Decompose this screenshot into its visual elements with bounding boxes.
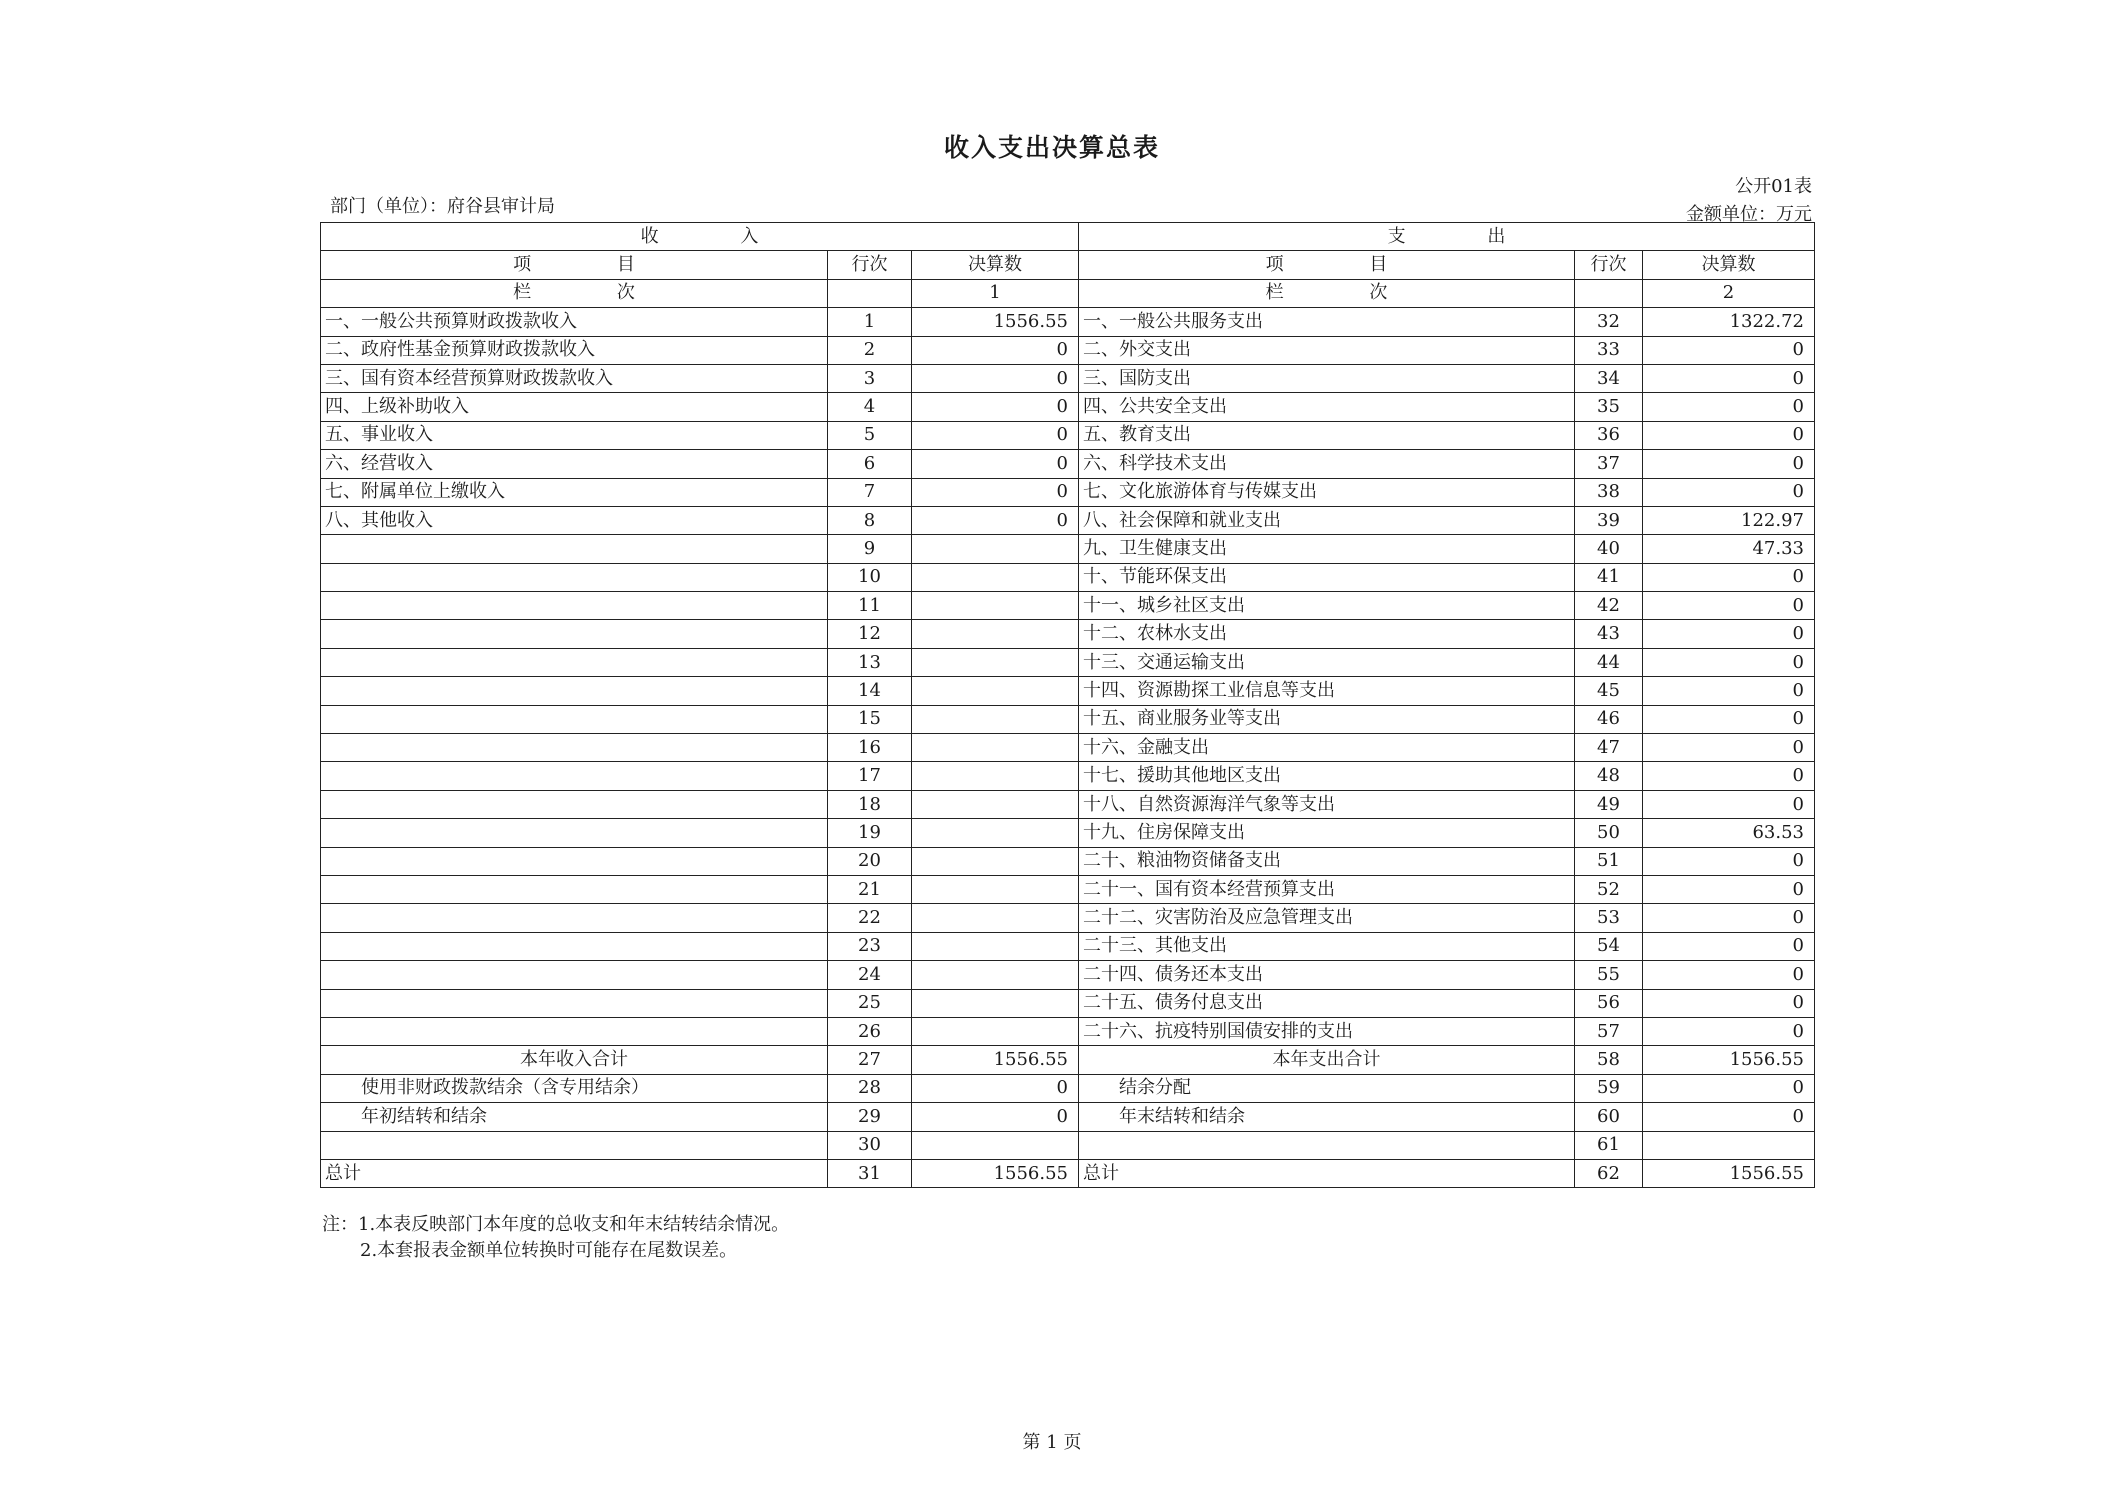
income-amount — [912, 620, 1079, 648]
expense-total-amount: 0 — [1643, 1103, 1815, 1131]
expense-total-amount: 1556.55 — [1643, 1159, 1815, 1187]
expense-amount: 0 — [1643, 563, 1815, 591]
income-row-no: 1 — [828, 308, 912, 336]
total-row — [321, 1103, 1815, 1131]
income-amount — [912, 790, 1079, 818]
income-row-no: 6 — [828, 450, 912, 478]
amount-unit-label: 金额单位：万元 — [1686, 204, 1812, 225]
income-amount: 0 — [912, 336, 1079, 364]
income-row-no: 30 — [828, 1131, 912, 1159]
income-item-name — [321, 648, 828, 676]
income-row-no: 31 — [828, 1159, 912, 1187]
table-row — [321, 677, 1815, 705]
total-row — [321, 1046, 1815, 1074]
total-row — [321, 1159, 1815, 1187]
expense-row-no: 32 — [1575, 308, 1643, 336]
income-item-name: 六、经营收入 — [321, 450, 828, 478]
expense-amount: 0 — [1643, 847, 1815, 875]
expense-amount: 0 — [1643, 393, 1815, 421]
income-amount: 1556.55 — [912, 308, 1079, 336]
income-row-no: 2 — [828, 336, 912, 364]
table-row — [321, 705, 1815, 733]
income-row-no: 20 — [828, 847, 912, 875]
note-line: 2.本套报表金额单位转换时可能存在尾数误差。 — [360, 1240, 738, 1261]
expense-amount: 0 — [1643, 336, 1815, 364]
expense-item-name: 十一、城乡社区支出 — [1079, 592, 1575, 620]
expense-row-no: 53 — [1575, 904, 1643, 932]
income-amount: 0 — [912, 393, 1079, 421]
expense-item-name: 二十、粮油物资储备支出 — [1079, 847, 1575, 875]
expense-amount: 0 — [1643, 790, 1815, 818]
income-row-no: 10 — [828, 563, 912, 591]
expense-row-no: 60 — [1575, 1103, 1643, 1131]
income-item-name — [321, 875, 828, 903]
table-row — [321, 989, 1815, 1017]
expense-row-no-header: 行次 — [1575, 251, 1643, 279]
table-row — [321, 620, 1815, 648]
income-row-no: 23 — [828, 932, 912, 960]
income-row-no: 3 — [828, 364, 912, 392]
expense-row-no: 46 — [1575, 705, 1643, 733]
income-item-name — [321, 677, 828, 705]
expense-amount: 0 — [1643, 620, 1815, 648]
expense-row-no: 39 — [1575, 506, 1643, 534]
income-row-no: 8 — [828, 506, 912, 534]
income-amount — [912, 847, 1079, 875]
income-item-name: 五、事业收入 — [321, 421, 828, 449]
expense-amount: 0 — [1643, 592, 1815, 620]
expense-row-no: 59 — [1575, 1074, 1643, 1102]
income-amount — [912, 677, 1079, 705]
income-item-name — [321, 620, 828, 648]
income-row-no: 17 — [828, 762, 912, 790]
total-row — [321, 1074, 1815, 1102]
column-index-row — [321, 279, 1815, 307]
expense-item-name: 十、节能环保支出 — [1079, 563, 1575, 591]
expense-amount: 0 — [1643, 989, 1815, 1017]
expense-item-name: 三、国防支出 — [1079, 364, 1575, 392]
expense-row-no: 58 — [1575, 1046, 1643, 1074]
income-amount: 0 — [912, 364, 1079, 392]
income-amount — [912, 762, 1079, 790]
expense-row-no: 57 — [1575, 1017, 1643, 1045]
expense-row-no: 41 — [1575, 563, 1643, 591]
expense-item-name: 二十一、国有资本经营预算支出 — [1079, 875, 1575, 903]
expense-column-index: 2 — [1643, 279, 1815, 307]
expense-row-no: 33 — [1575, 336, 1643, 364]
expense-total-name: 年末结转和结余 — [1079, 1103, 1575, 1131]
income-amount — [912, 535, 1079, 563]
expense-row-no: 38 — [1575, 478, 1643, 506]
expense-amount-header: 决算数 — [1643, 251, 1815, 279]
expense-row-no: 54 — [1575, 932, 1643, 960]
income-item-name — [321, 734, 828, 762]
income-amount: 0 — [912, 506, 1079, 534]
table-row — [321, 506, 1815, 534]
income-total-name: 总计 — [321, 1159, 828, 1187]
expense-column-blank — [1575, 279, 1643, 307]
expense-item-name: 十七、援助其他地区支出 — [1079, 762, 1575, 790]
table-row — [321, 535, 1815, 563]
income-row-no: 28 — [828, 1074, 912, 1102]
expense-row-no: 51 — [1575, 847, 1643, 875]
expense-amount: 0 — [1643, 677, 1815, 705]
income-item-name: 七、附属单位上缴收入 — [321, 478, 828, 506]
income-row-no: 5 — [828, 421, 912, 449]
income-amount — [912, 819, 1079, 847]
expense-amount: 0 — [1643, 1017, 1815, 1045]
expense-total-amount: 1556.55 — [1643, 1046, 1815, 1074]
expense-amount: 63.53 — [1643, 819, 1815, 847]
income-total-amount: 0 — [912, 1074, 1079, 1102]
expense-total-name: 结余分配 — [1079, 1074, 1575, 1102]
expense-column-label: 栏 次 — [1079, 279, 1575, 307]
table-row — [321, 875, 1815, 903]
income-amount — [912, 648, 1079, 676]
expense-amount: 0 — [1643, 932, 1815, 960]
expense-total-name — [1079, 1131, 1575, 1159]
expense-item-name: 六、科学技术支出 — [1079, 450, 1575, 478]
income-row-no: 15 — [828, 705, 912, 733]
expense-item-name: 二十六、抗疫特别国债安排的支出 — [1079, 1017, 1575, 1045]
income-item-name: 八、其他收入 — [321, 506, 828, 534]
expense-item-name: 八、社会保障和就业支出 — [1079, 506, 1575, 534]
income-amount: 0 — [912, 450, 1079, 478]
expense-row-no: 36 — [1575, 421, 1643, 449]
income-item-name — [321, 790, 828, 818]
expense-row-no: 49 — [1575, 790, 1643, 818]
income-amount — [912, 932, 1079, 960]
notes — [322, 1212, 789, 1264]
table-row — [321, 592, 1815, 620]
expense-item-name: 四、公共安全支出 — [1079, 393, 1575, 421]
income-amount — [912, 1017, 1079, 1045]
expense-row-no: 42 — [1575, 592, 1643, 620]
income-item-name: 三、国有资本经营预算财政拨款收入 — [321, 364, 828, 392]
expense-amount: 0 — [1643, 762, 1815, 790]
income-item-name — [321, 563, 828, 591]
income-total-amount — [912, 1131, 1079, 1159]
income-item-name — [321, 705, 828, 733]
income-item-name — [321, 819, 828, 847]
expense-item-name: 二十四、债务还本支出 — [1079, 961, 1575, 989]
table-row — [321, 932, 1815, 960]
expense-row-no: 50 — [1575, 819, 1643, 847]
income-row-no: 9 — [828, 535, 912, 563]
income-total-name: 本年收入合计 — [321, 1046, 828, 1074]
expense-section-header: 支 出 — [1079, 223, 1815, 251]
income-row-no: 12 — [828, 620, 912, 648]
table-row — [321, 790, 1815, 818]
expense-item-name: 二十二、灾害防治及应急管理支出 — [1079, 904, 1575, 932]
income-total-name: 年初结转和结余 — [321, 1103, 828, 1131]
table-row — [321, 734, 1815, 762]
expense-row-no: 44 — [1575, 648, 1643, 676]
income-item-name — [321, 961, 828, 989]
income-amount: 0 — [912, 478, 1079, 506]
income-total-amount: 1556.55 — [912, 1159, 1079, 1187]
income-row-no: 26 — [828, 1017, 912, 1045]
income-total-name: 使用非财政拨款结余（含专用结余） — [321, 1074, 828, 1102]
department-label: 部门（单位）：府谷县审计局 — [330, 196, 555, 217]
income-item-name: 一、一般公共预算财政拨款收入 — [321, 308, 828, 336]
income-column-index: 1 — [912, 279, 1079, 307]
table-row — [321, 904, 1815, 932]
expense-amount: 122.97 — [1643, 506, 1815, 534]
expense-item-name: 十四、资源勘探工业信息等支出 — [1079, 677, 1575, 705]
expense-amount: 0 — [1643, 478, 1815, 506]
expense-total-amount — [1643, 1131, 1815, 1159]
income-row-no: 13 — [828, 648, 912, 676]
income-amount — [912, 875, 1079, 903]
expense-row-no: 56 — [1575, 989, 1643, 1017]
expense-item-name: 十二、农林水支出 — [1079, 620, 1575, 648]
income-row-no: 7 — [828, 478, 912, 506]
expense-item-name: 十六、金融支出 — [1079, 734, 1575, 762]
income-row-no: 25 — [828, 989, 912, 1017]
income-amount — [912, 592, 1079, 620]
income-item-name — [321, 535, 828, 563]
expense-amount: 1322.72 — [1643, 308, 1815, 336]
table-row — [321, 648, 1815, 676]
expense-row-no: 34 — [1575, 364, 1643, 392]
income-item-name — [321, 932, 828, 960]
expense-amount: 0 — [1643, 450, 1815, 478]
expense-row-no: 40 — [1575, 535, 1643, 563]
expense-amount: 0 — [1643, 705, 1815, 733]
expense-amount: 47.33 — [1643, 535, 1815, 563]
section-header-row — [321, 223, 1815, 251]
income-amount — [912, 563, 1079, 591]
expense-amount: 0 — [1643, 364, 1815, 392]
income-amount — [912, 989, 1079, 1017]
income-item-header: 项 目 — [321, 251, 828, 279]
expense-row-no: 47 — [1575, 734, 1643, 762]
income-row-no: 27 — [828, 1046, 912, 1074]
income-amount — [912, 734, 1079, 762]
expense-item-name: 十九、住房保障支出 — [1079, 819, 1575, 847]
expense-row-no: 37 — [1575, 450, 1643, 478]
income-total-amount: 0 — [912, 1103, 1079, 1131]
table-row — [321, 336, 1815, 364]
table-row — [321, 847, 1815, 875]
table-row — [321, 961, 1815, 989]
expense-item-header: 项 目 — [1079, 251, 1575, 279]
income-row-no: 16 — [828, 734, 912, 762]
table-row — [321, 478, 1815, 506]
expense-row-no: 43 — [1575, 620, 1643, 648]
expense-amount: 0 — [1643, 421, 1815, 449]
table-row — [321, 1017, 1815, 1045]
income-row-no: 18 — [828, 790, 912, 818]
expense-row-no: 61 — [1575, 1131, 1643, 1159]
table-row — [321, 308, 1815, 336]
form-number: 公开01表 — [1735, 176, 1812, 197]
income-item-name — [321, 762, 828, 790]
income-item-name — [321, 1017, 828, 1045]
income-row-no: 24 — [828, 961, 912, 989]
expense-item-name: 五、教育支出 — [1079, 421, 1575, 449]
income-row-no: 29 — [828, 1103, 912, 1131]
income-row-no-header: 行次 — [828, 251, 912, 279]
table-row — [321, 421, 1815, 449]
expense-row-no: 62 — [1575, 1159, 1643, 1187]
income-item-name — [321, 989, 828, 1017]
expense-total-name: 本年支出合计 — [1079, 1046, 1575, 1074]
income-row-no: 14 — [828, 677, 912, 705]
expense-amount: 0 — [1643, 961, 1815, 989]
expense-amount: 0 — [1643, 875, 1815, 903]
expense-amount: 0 — [1643, 904, 1815, 932]
expense-row-no: 55 — [1575, 961, 1643, 989]
expense-item-name: 十五、商业服务业等支出 — [1079, 705, 1575, 733]
income-section-header: 收 入 — [321, 223, 1079, 251]
report-title: 收入支出决算总表 — [943, 133, 1160, 162]
income-amount — [912, 961, 1079, 989]
income-item-name — [321, 592, 828, 620]
expense-item-name: 一、一般公共服务支出 — [1079, 308, 1575, 336]
page-number: 第 1 页 — [1022, 1432, 1082, 1453]
income-item-name — [321, 847, 828, 875]
income-item-name — [321, 904, 828, 932]
expense-total-amount: 0 — [1643, 1074, 1815, 1102]
income-item-name: 四、上级补助收入 — [321, 393, 828, 421]
income-total-name — [321, 1131, 828, 1159]
income-amount — [912, 904, 1079, 932]
expense-row-no: 45 — [1575, 677, 1643, 705]
income-row-no: 11 — [828, 592, 912, 620]
expense-row-no: 48 — [1575, 762, 1643, 790]
table-row — [321, 393, 1815, 421]
expense-item-name: 十三、交通运输支出 — [1079, 648, 1575, 676]
table-row — [321, 819, 1815, 847]
income-expense-table — [320, 222, 1815, 1188]
total-row — [321, 1131, 1815, 1159]
expense-amount: 0 — [1643, 648, 1815, 676]
table-row — [321, 563, 1815, 591]
table-row — [321, 762, 1815, 790]
income-column-blank — [828, 279, 912, 307]
expense-row-no: 52 — [1575, 875, 1643, 903]
income-amount: 0 — [912, 421, 1079, 449]
note-line: 注：1.本表反映部门本年度的总收支和年末结转结余情况。 — [322, 1214, 790, 1235]
expense-item-name: 二、外交支出 — [1079, 336, 1575, 364]
income-amount-header: 决算数 — [912, 251, 1079, 279]
expense-amount: 0 — [1643, 734, 1815, 762]
expense-item-name: 十八、自然资源海洋气象等支出 — [1079, 790, 1575, 818]
income-row-no: 4 — [828, 393, 912, 421]
table-row — [321, 450, 1815, 478]
income-total-amount: 1556.55 — [912, 1046, 1079, 1074]
expense-total-name: 总计 — [1079, 1159, 1575, 1187]
income-amount — [912, 705, 1079, 733]
expense-item-name: 二十五、债务付息支出 — [1079, 989, 1575, 1017]
income-column-label: 栏 次 — [321, 279, 828, 307]
income-row-no: 21 — [828, 875, 912, 903]
column-header-row — [321, 251, 1815, 279]
income-row-no: 22 — [828, 904, 912, 932]
income-row-no: 19 — [828, 819, 912, 847]
expense-item-name: 二十三、其他支出 — [1079, 932, 1575, 960]
expense-row-no: 35 — [1575, 393, 1643, 421]
expense-item-name: 七、文化旅游体育与传媒支出 — [1079, 478, 1575, 506]
income-item-name: 二、政府性基金预算财政拨款收入 — [321, 336, 828, 364]
expense-item-name: 九、卫生健康支出 — [1079, 535, 1575, 563]
table-row — [321, 364, 1815, 392]
